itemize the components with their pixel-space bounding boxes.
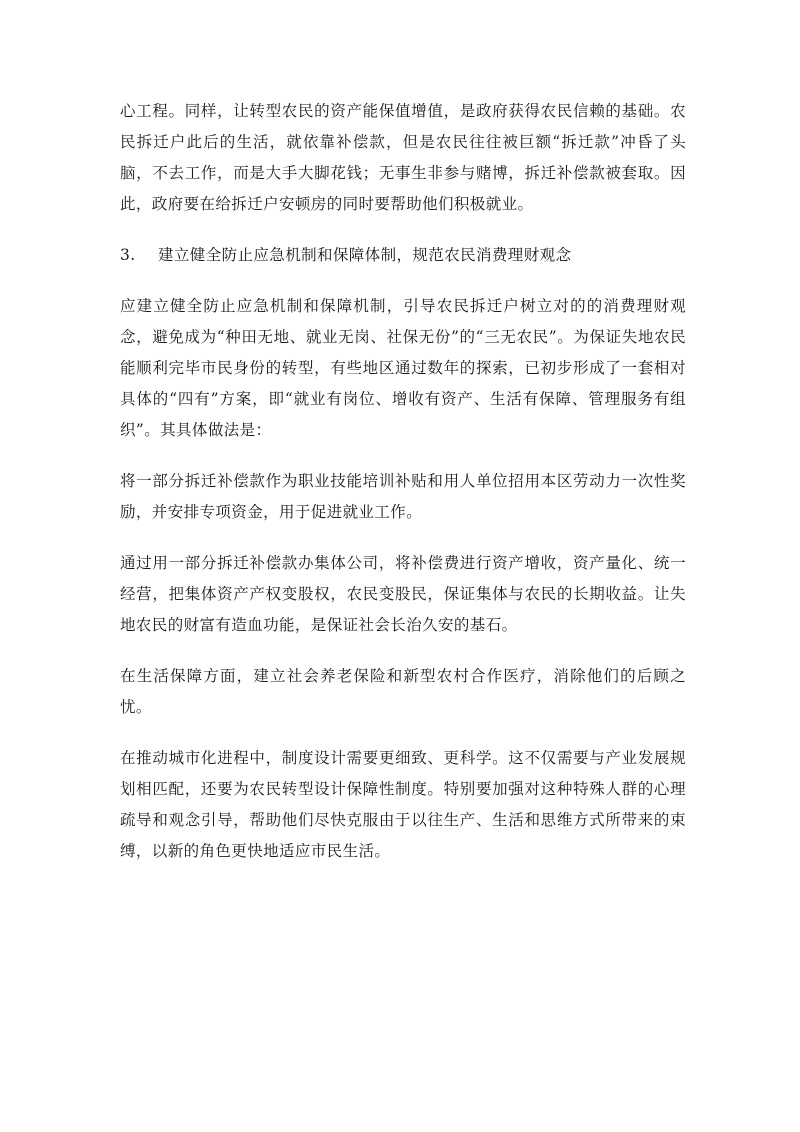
- paragraph-life-security: 在生活保障方面，建立社会养老保险和新型农村合作医疗，消除他们的后顾之忧。: [120, 667, 686, 716]
- document-page: [120, 96, 686, 887]
- section-title: 建立健全防止应急机制和保障体制，规范农民消费理财观念: [158, 246, 572, 264]
- paragraph-collective-company: 通过用一部分拆迁补偿款办集体公司，将补偿费进行资产增收，资产量化、统一经营，把集体资产产权变股权，农民变股民，保证集体与农民的长期收益。让失地农民的财富有造血功能，是保证社会长治久安的基石。: [120, 554, 686, 634]
- paragraph-conclusion: 在推动城市化进程中，制度设计需要更细致、更科学。这不仅需要与产业发展规划相匹配，还要为农民转型设计保障性制度。特别要加强对这种特殊人群的心理疏导和观念引导，帮助他们尽快克服由于以往生产、生活和思维方式所带来的束缚，以新的角色更快地适应市民生活。: [120, 749, 686, 860]
- section-number: 3.: [120, 246, 136, 264]
- section-heading: [120, 240, 686, 271]
- paragraph-intro: 应建立健全防止应急机制和保障机制，引导农民拆迁户树立对的的消费理财观念，避免成为“种田无地、就业无岗、社保无份”的“三无农民”。为保证失地农民能顺利完毕市民身份的转型，有些地区通过数年的探索，已初步形成了一套相对具体的“四有”方案，即“就业有岗位、增收有资产、生活有保障、管理服务有组织”。其具体做法是：: [120, 297, 686, 439]
- paragraph-continuation: 心工程。同样，让转型农民的资产能保值增值，是政府获得农民信赖的基础。农民拆迁户此后的生活，就依靠补偿款，但是农民往往被巨额“拆迁款”冲昏了头脑，不去工作，而是大手大脚花钱；无事生非参与赌博，拆迁补偿款被套取。因此，政府要在给拆迁户安顿房的同时要帮助他们积极就业。: [120, 102, 686, 213]
- paragraph-employment: 将一部分拆迁补偿款作为职业技能培训补贴和用人单位招用本区劳动力一次性奖励，并安排专项资金，用于促进就业工作。: [120, 472, 686, 521]
